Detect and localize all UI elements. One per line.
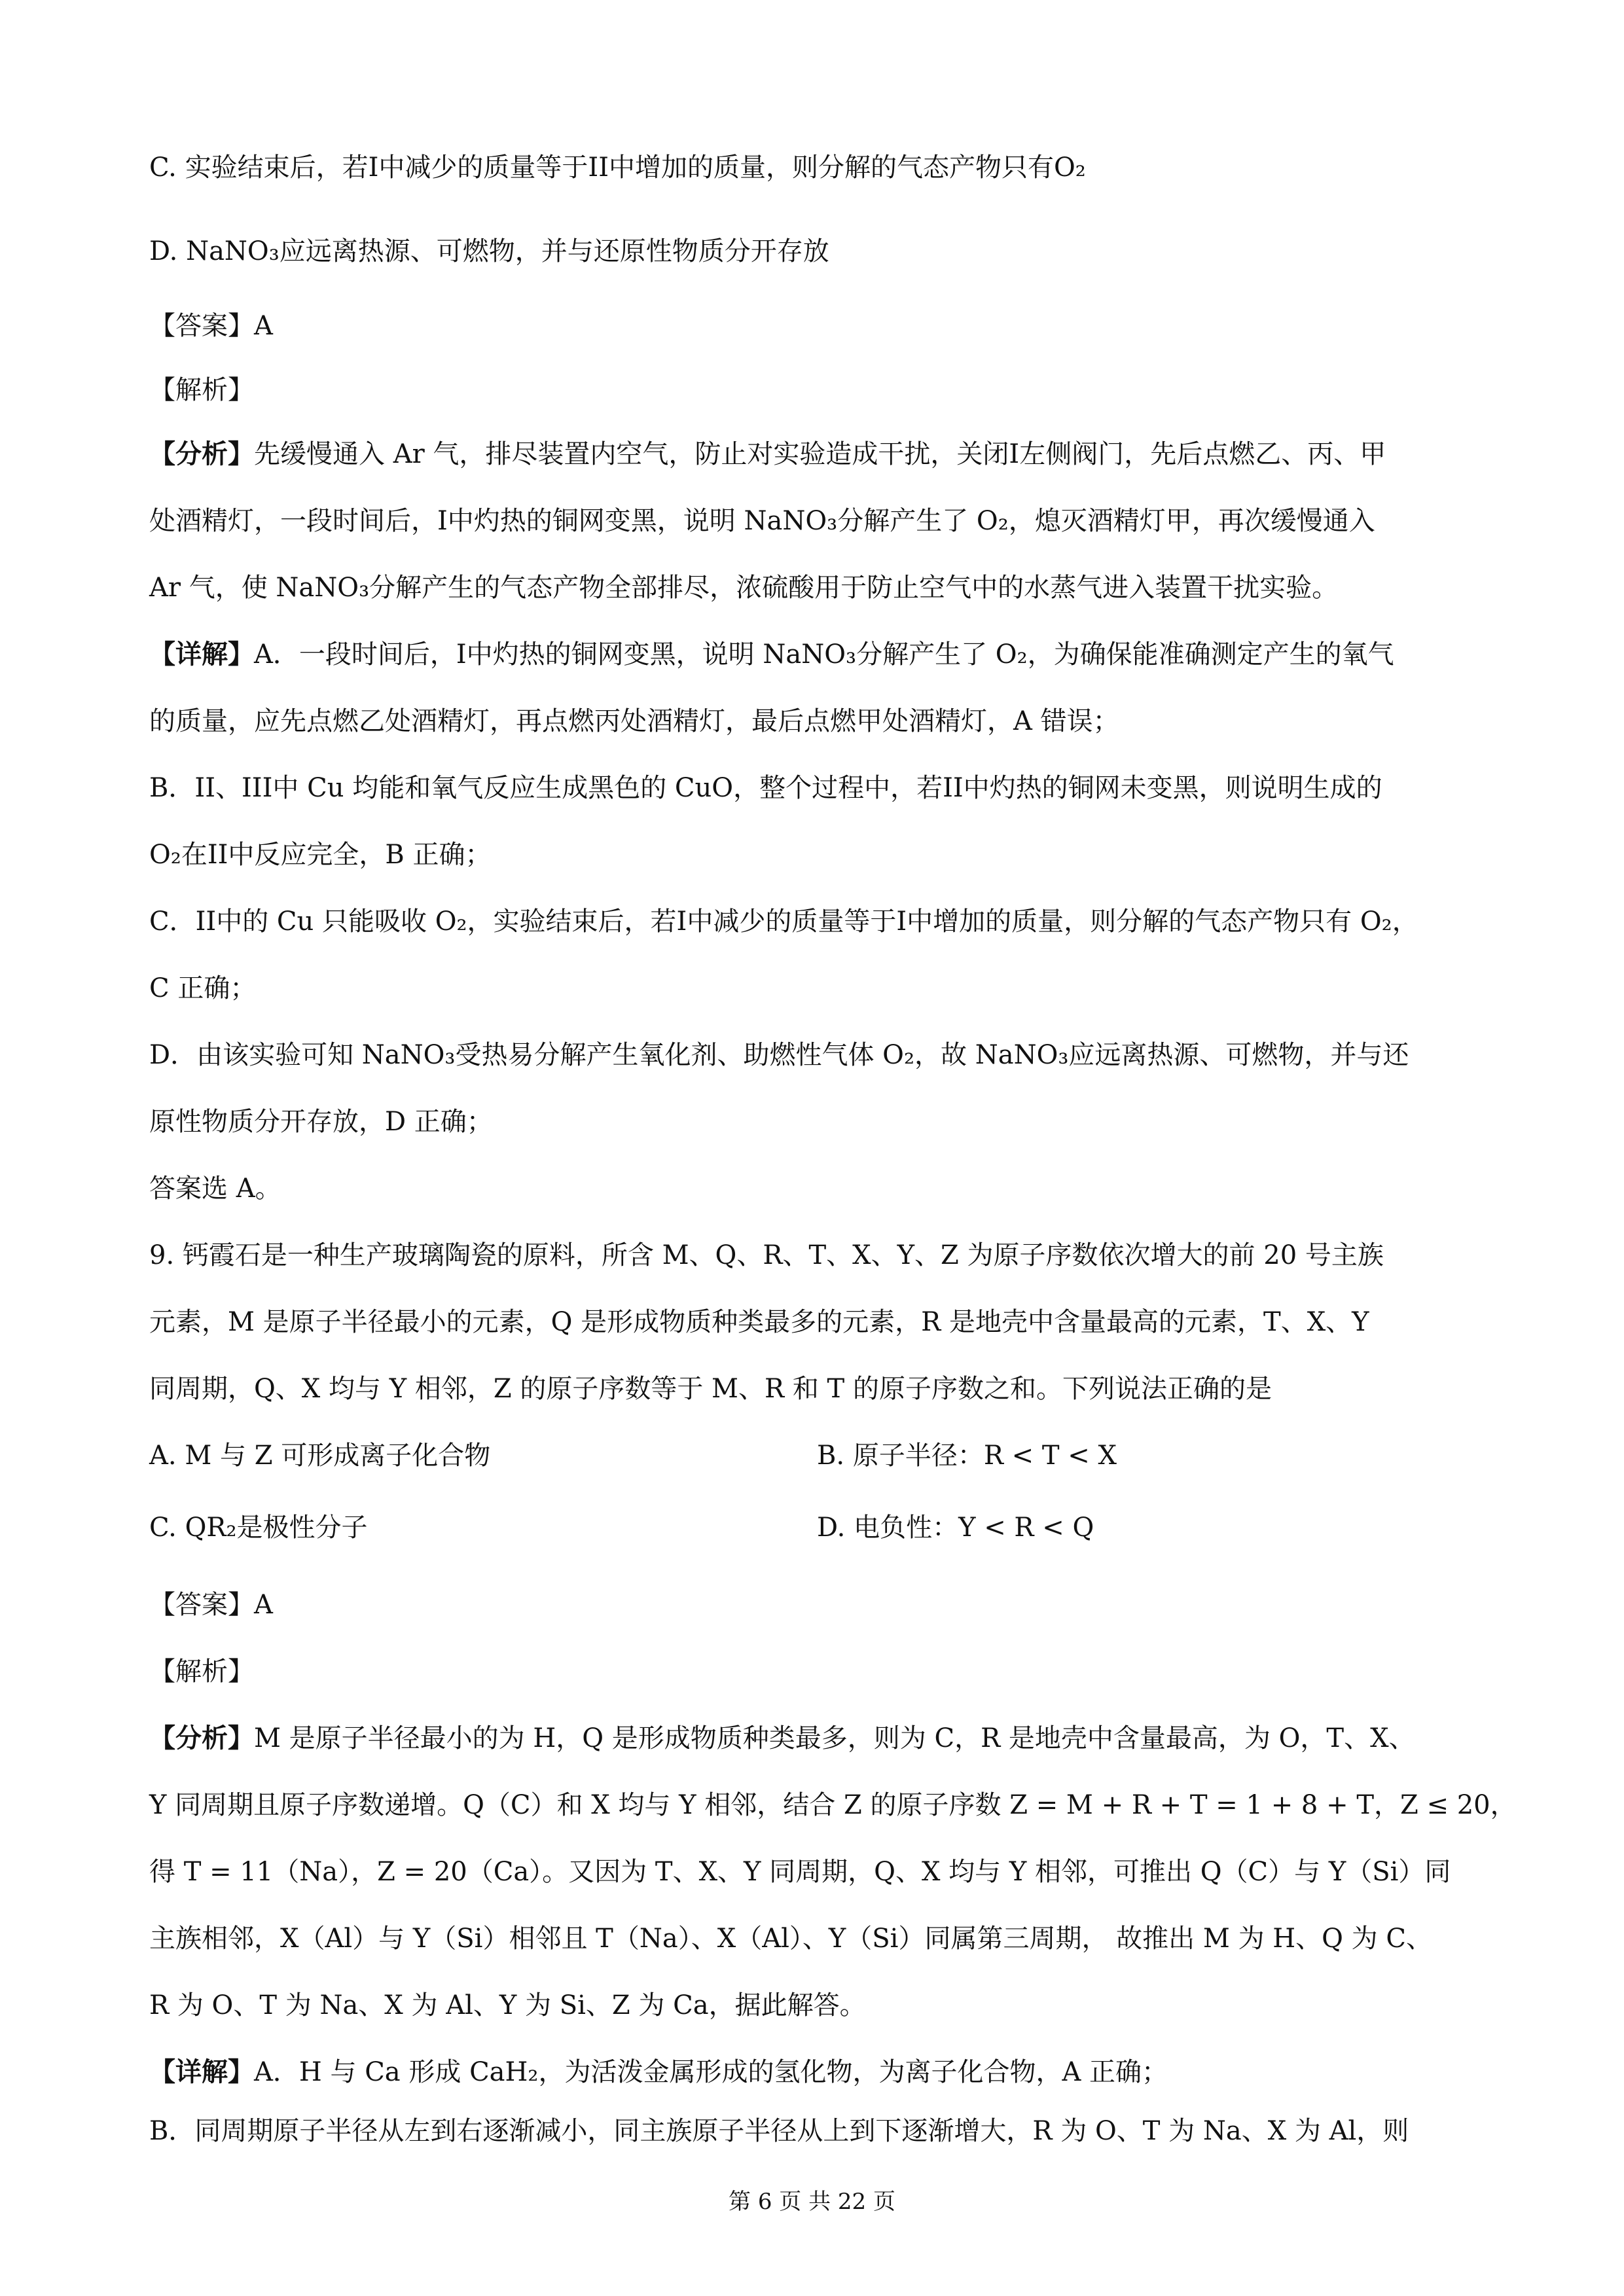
q8-detail-line-1 [149, 636, 1479, 673]
q9-analysis-line-1 [149, 1720, 1479, 1757]
q8-detail-line-2: 的质量，应先点燃乙处酒精灯，再点燃丙处酒精灯，最后点燃甲处酒精灯，A 错误； [149, 706, 1119, 736]
detail-text: A．H 与 Ca 形成 CaH₂，为活泼金属形成的氢化物，为离子化合物，A 正确； [254, 2057, 1168, 2087]
q8-analysis-line-2: 处酒精灯，一段时间后，I中灼热的铜网变黑，说明 NaNO₃分解产生了 O₂，熄灭酒精灯甲，再次缓慢通入 [149, 506, 1375, 536]
q8-detail-line-3: B．II、III中 Cu 均能和氧气反应生成黑色的 CuO，整个过程中，若II中灼热的铜网未变黑，则说明生成的 [149, 773, 1382, 803]
q9-analysis-line-4: 主族相邻，X（Al）与 Y（Si）相邻且 T（Na）、X（Al）、Y（Si）同属第三周期， 故推出 M 为 H、Q 为 C、 [149, 1924, 1432, 1954]
q9-option-c: C. QR₂是极性分子 [149, 1513, 368, 1543]
prev-option-d: D. NaNO₃应远离热源、可燃物，并与还原性物质分开存放 [149, 236, 829, 266]
q8-detail-line-7: D．由该实验可知 NaNO₃受热易分解产生氧化剂、助燃性气体 O₂，故 NaNO₃应远离热源、可燃物，并与还 [149, 1040, 1409, 1070]
detail-text: A．一段时间后，I中灼热的铜网变黑，说明 NaNO₃分解产生了 O₂，为确保能准确测定产生的氧气 [254, 639, 1394, 670]
q9-option-b: B. 原子半径：R < T < X [817, 1441, 1117, 1471]
q8-detail-line-4: O₂在II中反应完全，B 正确； [149, 840, 492, 870]
q9-analysis-line-3: 得 T = 11（Na），Z = 20（Ca）。又因为 T、X、Y 同周期，Q、X 均与 Y 相邻，可推出 Q（C）与 Y（Si）同 [149, 1857, 1451, 1887]
q8-analysis-line-3: Ar 气，使 NaNO₃分解产生的气态产物全部排尽，浓硫酸用于防止空气中的水蒸气进入装置干扰实验。 [149, 573, 1339, 603]
detail-label: 【详解】 [149, 639, 254, 670]
q9-stem-line-1: 9. 钙霞石是一种生产玻璃陶瓷的原料，所含 M、Q、R、T、X、Y、Z 为原子序数依次增大的前 20 号主族 [149, 1240, 1384, 1270]
q8-detail-line-5: C．II中的 Cu 只能吸收 O₂，实验结束后，若I中减少的质量等于I中增加的质量，则分解的气态产物只有 O₂， [149, 906, 1418, 937]
q8-jiexi-heading: 【解析】 [149, 375, 254, 405]
q9-stem-line-2: 元素，M 是原子半径最小的元素，Q 是形成物质种类最多的元素，R 是地壳中含量最高的元素，T、X、Y [149, 1307, 1369, 1337]
q9-option-a: A. M 与 Z 可形成离子化合物 [149, 1441, 491, 1471]
analysis-label: 【分析】 [149, 439, 254, 469]
q8-detail-line-6: C 正确； [149, 973, 257, 1003]
q9-option-d: D. 电负性：Y < R < Q [817, 1513, 1094, 1543]
analysis-text: M 是原子半径最小的为 H，Q 是形成物质种类最多，则为 C，R 是地壳中含量最高，为 O，T、X、 [254, 1723, 1415, 1753]
q9-jiexi-heading: 【解析】 [149, 1657, 254, 1687]
page-footer: 第 6 页 共 22 页 [729, 2189, 895, 2215]
analysis-text: 先缓慢通入 Ar 气，排尽装置内空气，防止对实验造成干扰，关闭I左侧阀门，先后点燃乙、丙、甲 [254, 439, 1386, 469]
analysis-label: 【分析】 [149, 1723, 254, 1753]
q8-analysis-line-1 [149, 436, 1479, 473]
q8-detail-line-9: 答案选 A。 [149, 1174, 281, 1204]
q9-analysis-line-5: R 为 O、T 为 Na、X 为 Al、Y 为 Si、Z 为 Ca，据此解答。 [149, 1990, 866, 2020]
q9-answer: 【答案】A [149, 1590, 273, 1620]
detail-label: 【详解】 [149, 2056, 254, 2087]
q9-detail-line-2: B．同周期原子半径从左到右逐渐减小，同主族原子半径从上到下逐渐增大，R 为 O、T 为 Na、X 为 Al，则 [149, 2116, 1409, 2146]
q9-analysis-line-2: Y 同周期且原子序数递增。Q（C）和 X 均与 Y 相邻，结合 Z 的原子序数 Z = M + R + T = 1 + 8 + T，Z ≤ 20， [149, 1790, 1517, 1820]
prev-option-c: C. 实验结束后，若I中减少的质量等于II中增加的质量，则分解的气态产物只有O₂ [149, 152, 1086, 183]
q9-detail-line-1 [149, 2054, 1479, 2090]
q8-detail-line-8: 原性物质分开存放，D 正确； [149, 1107, 493, 1137]
q9-stem-line-3: 同周期，Q、X 均与 Y 相邻，Z 的原子序数等于 M、R 和 T 的原子序数之和。下列说法正确的是 [149, 1374, 1272, 1404]
q8-answer: 【答案】A [149, 311, 273, 341]
